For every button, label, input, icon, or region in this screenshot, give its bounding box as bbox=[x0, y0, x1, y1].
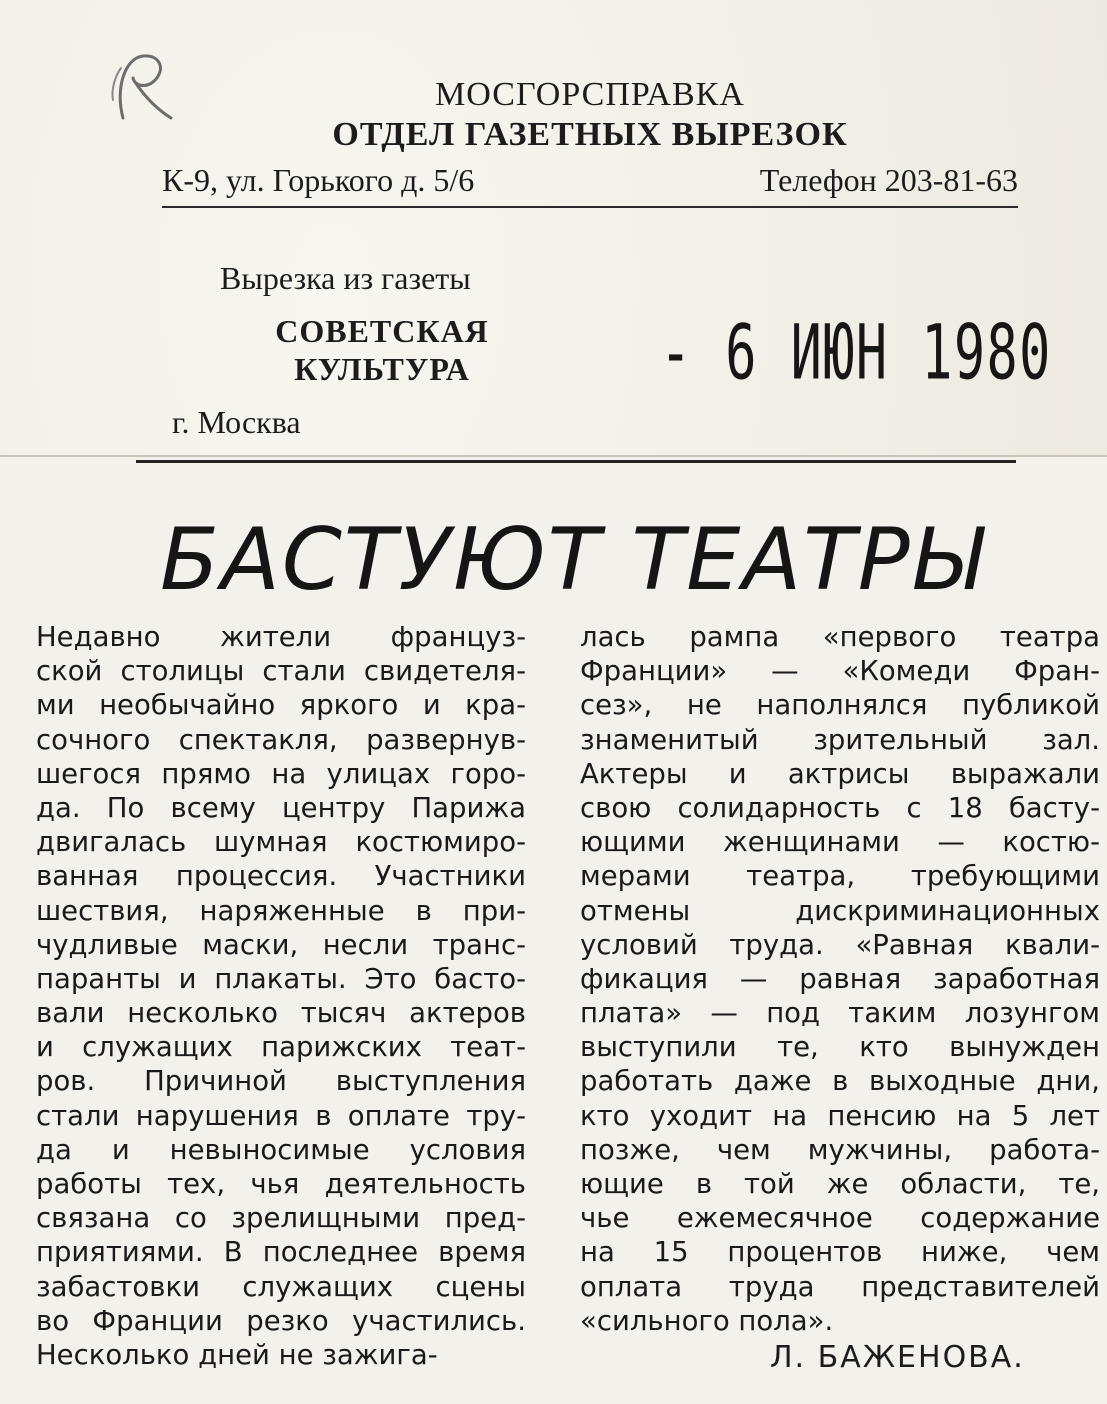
address: К-9, ул. Горького д. 5/6 bbox=[162, 162, 475, 198]
article-line: работать даже в выходные дни, bbox=[580, 1065, 1100, 1098]
article-line: паранты и плакаты. Это басто- bbox=[36, 962, 526, 995]
article-line: фикация — равная заработная bbox=[580, 962, 1100, 995]
article-line: сочного спектакля, развернув- bbox=[36, 723, 526, 756]
newspaper-name-line2: КУЛЬТУРА bbox=[294, 351, 470, 387]
article-line: стали нарушения в оплате тру- bbox=[36, 1099, 526, 1132]
article-line: оплата труда представителей bbox=[580, 1270, 1100, 1303]
article-line: ющими женщинами — костю- bbox=[580, 826, 1100, 859]
article-line: ров. Причиной выступления bbox=[36, 1065, 526, 1098]
article-right-column bbox=[580, 620, 1100, 1338]
contact-row bbox=[162, 162, 1018, 199]
article-headline: БАСТУЮТ ТЕАТРЫ bbox=[160, 510, 985, 610]
article-line: сез», не наполнялся публикой bbox=[580, 689, 1100, 722]
article-line: да. По всему центру Парижа bbox=[36, 791, 526, 824]
article-line: ющие в той же области, те, bbox=[580, 1168, 1100, 1200]
article-line: кто уходит на пенсию на 5 лет bbox=[580, 1099, 1100, 1132]
article-line: свою солидарность с 18 басту- bbox=[580, 791, 1100, 824]
article-line: и служащих парижских теат- bbox=[36, 1031, 526, 1064]
article-line: Франции» — «Комеди Фран- bbox=[580, 655, 1100, 688]
article-line: двигалась шумная костюмиро- bbox=[36, 826, 526, 859]
article-line: на 15 процентов ниже, чем bbox=[580, 1236, 1100, 1269]
article-line: вали несколько тысяч актеров bbox=[36, 997, 526, 1030]
article-line: работы тех, чья деятельность bbox=[36, 1168, 526, 1200]
article-line: плата» — под таким лозунгом bbox=[580, 997, 1100, 1030]
newspaper-name bbox=[262, 312, 502, 388]
department-name: ОТДЕЛ ГАЗЕТНЫХ ВЫРЕЗОК bbox=[332, 116, 848, 153]
article-line: Актеры и актрисы выражали bbox=[580, 757, 1100, 790]
article-line: Несколько дней не зажига- bbox=[36, 1338, 438, 1371]
agency-name: МОСГОРСПРАВКА bbox=[435, 76, 745, 113]
article-line: лась рампа «первого театра bbox=[580, 621, 1100, 653]
city: г. Москва bbox=[172, 404, 301, 440]
article-line: шегося прямо на улицах горо- bbox=[36, 757, 526, 790]
article-line: отмены дискриминационных bbox=[580, 894, 1100, 927]
article-line: мерами театра, требующими bbox=[580, 860, 1100, 893]
article-line: знаменитый зрительный зал. bbox=[580, 723, 1100, 756]
article-line: забастовки служащих сцены bbox=[36, 1270, 526, 1303]
article-line: Недавно жители француз- bbox=[36, 621, 526, 653]
article-line: позже, чем мужчины, работа- bbox=[580, 1133, 1100, 1166]
article-line: ми необычайно яркого и кра- bbox=[36, 689, 526, 722]
newspaper-name-line1: СОВЕТСКАЯ bbox=[275, 313, 489, 349]
article-line: связана со зрелищными пред- bbox=[36, 1202, 526, 1235]
date-stamp: - 6 ИЮН 1980 bbox=[660, 308, 1052, 397]
article-line: «сильного пола». bbox=[580, 1304, 834, 1337]
phone: Телефон 203-81-63 bbox=[759, 162, 1018, 198]
article-left-column bbox=[36, 620, 526, 1372]
article-line: во Франции резко участились. bbox=[36, 1304, 526, 1337]
clipping-rule bbox=[136, 460, 1016, 463]
article-line: чье ежемесячное содержание bbox=[580, 1202, 1100, 1235]
article-line: условий труда. «Равная квали- bbox=[580, 928, 1100, 961]
article-line: ванная процессия. Участники bbox=[36, 860, 526, 893]
header-rule bbox=[162, 206, 1018, 208]
article-line: шествия, наряженные в при- bbox=[36, 894, 526, 927]
source-label: Вырезка из газеты bbox=[220, 260, 471, 296]
article-line: ской столицы стали свидетеля- bbox=[36, 655, 526, 688]
article-line: да и невыносимые условия bbox=[36, 1133, 526, 1166]
article-line: чудливые маски, несли транс- bbox=[36, 928, 526, 961]
article-line: приятиями. В последнее время bbox=[36, 1236, 526, 1269]
article-author: Л. БАЖЕНОВА. bbox=[770, 1340, 1025, 1375]
article-line: выступили те, кто вынужден bbox=[580, 1031, 1100, 1064]
